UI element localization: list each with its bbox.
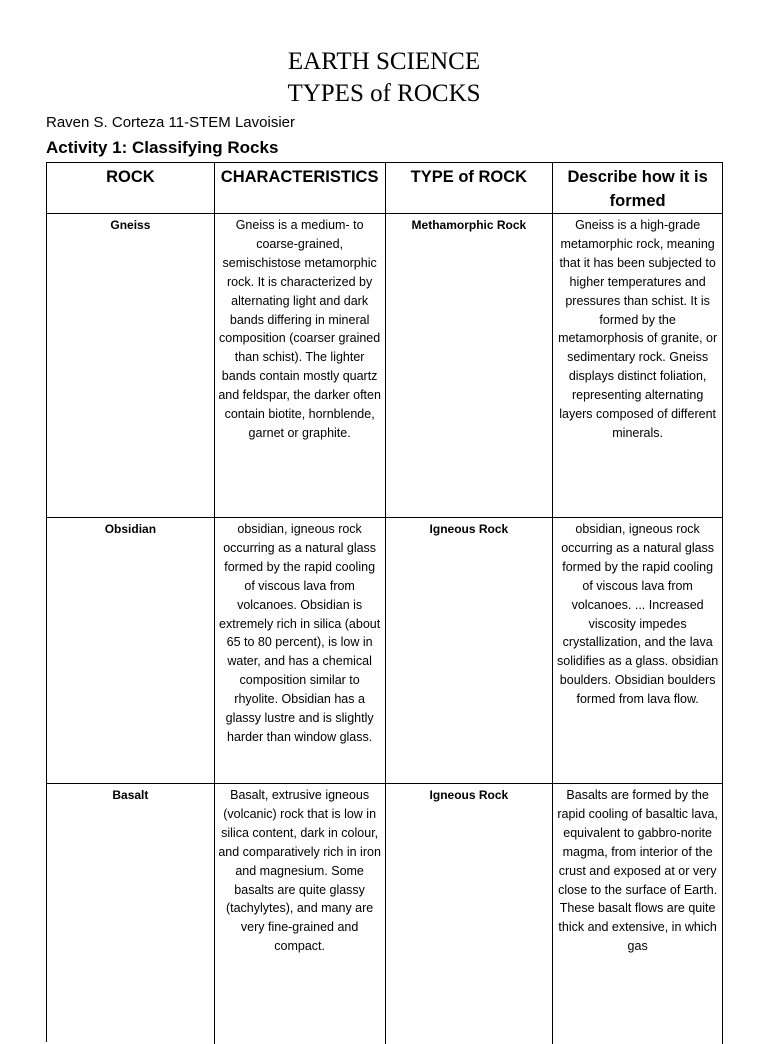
header-characteristics: CHARACTERISTICS [215, 163, 386, 213]
table-row [47, 784, 723, 1044]
table-row [47, 518, 723, 784]
rock-name: Gneiss [47, 214, 215, 517]
rock-type: Igneous Rock [386, 518, 554, 783]
document-title: EARTH SCIENCE [287, 48, 481, 75]
header-formation: Describe how it is formed [553, 163, 723, 213]
rock-name: Obsidian [47, 518, 215, 783]
header-type-of-rock: TYPE of ROCK [386, 163, 554, 213]
author-line: Raven S. Corteza 11-STEM Lavoisier [46, 114, 295, 131]
rock-formation: Basalts are formed by the rapid cooling of basaltic lava, equivalent to gabbro-norite magma, from interior of the crust and exposed at or very close to the surface of Earth. These basalt flows are quite thick and extensive, in which gas [553, 784, 723, 1044]
rock-formation: obsidian, igneous rock occurring as a natural glass formed by the rapid cooling of viscous lava from volcanoes. ... Increased viscosity impedes crystallization, and the lava solidifies as a glass. obsidian boulders. Obsidian boulders formed from lava flow. [553, 518, 723, 783]
activity-heading: Activity 1: Classifying Rocks [46, 138, 279, 157]
rock-name: Basalt [47, 784, 215, 1044]
rock-type: Igneous Rock [386, 784, 554, 1044]
rock-characteristics: obsidian, igneous rock occurring as a natural glass formed by the rapid cooling of viscous lava from volcanoes. Obsidian is extremely rich in silica (about 65 to 80 percent), is low in water, and has a chemical composition similar to rhyolite. Obsidian has a glassy lustre and is slightly harder than window glass. [215, 518, 386, 783]
rock-type: Methamorphic Rock [386, 214, 554, 517]
header-rock: ROCK [47, 163, 215, 213]
rock-characteristics: Gneiss is a medium- to coarse-grained, semischistose metamorphic rock. It is characterized by alternating light and dark bands differing in mineral composition (coarser grained than schist). The lighter bands contain mostly quartz and feldspar, the darker often contain biotite, hornblende, garnet or graphite. [215, 214, 386, 517]
rocks-table [46, 162, 723, 1042]
table-row [47, 214, 723, 518]
document-subtitle: TYPES of ROCKS [287, 80, 481, 107]
rock-formation: Gneiss is a high-grade metamorphic rock, meaning that it has been subjected to higher temperatures and pressures than schist. It is formed by the metamorphosis of granite, or sedimentary rock. Gneiss displays distinct foliation, representing alternating layers composed of different minerals. [553, 214, 723, 517]
rock-characteristics: Basalt, extrusive igneous (volcanic) rock that is low in silica content, dark in colour, and comparatively rich in iron and magnesium. Some basalts are quite glassy (tachylytes), and many are very fine-grained and compact. [215, 784, 386, 1044]
table-header-row [47, 163, 723, 214]
